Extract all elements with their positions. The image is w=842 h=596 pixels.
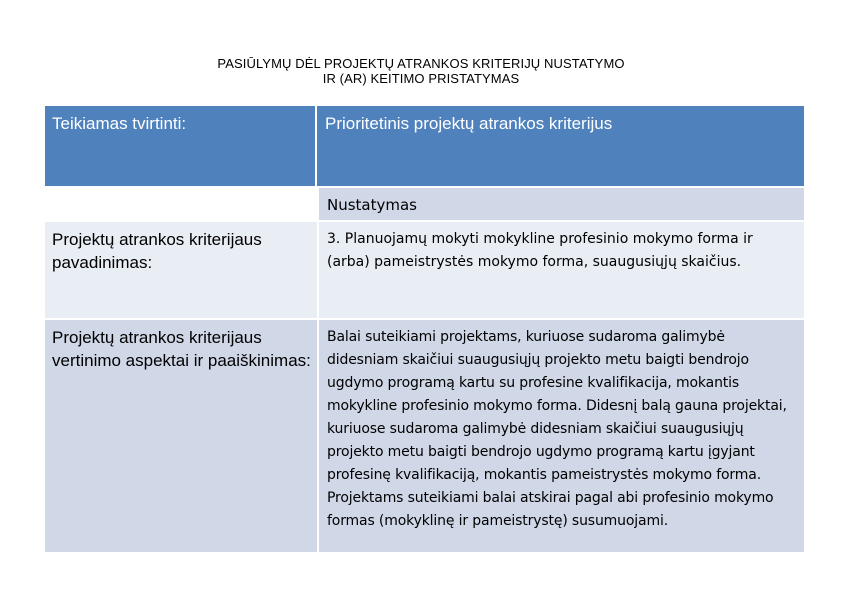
row-value-cell	[317, 220, 804, 318]
subheader-cell-left	[45, 186, 317, 220]
header-cell-left	[45, 106, 317, 186]
criterion-aspects-label: Projektų atrankos kriterijaus vertinimo aspektai ir paaiškinimas:	[52, 328, 311, 370]
table-row	[45, 318, 804, 552]
row-label-cell	[45, 220, 317, 318]
criteria-table	[45, 106, 804, 552]
subheader-cell-right	[317, 186, 804, 220]
subheader-right-text: Nustatymas	[327, 196, 417, 214]
document-title	[0, 56, 842, 86]
title-line-1: PASIŪLYMŲ DĖL PROJEKTŲ ATRANKOS KRITERIJŲ NUSTATYMO	[217, 56, 625, 71]
table-subheader-row	[45, 186, 804, 220]
subheader-left-text	[45, 188, 317, 196]
criterion-name-value: 3. Planuojamų mokyti mokykline profesinio mokymo forma ir (arba) pameistrystės mokymo forma, suaugusiųjų skaičius.	[327, 231, 753, 270]
criterion-aspects-value: Balai suteikiami projektams, kuriuose sudaroma galimybė didesniam skaičiui suaugusiųjų projekto metu baigti bendrojo ugdymo programą kartu su profesine kvalifikacija, mokantis mokykline profesinio mokymo forma. Didesnį balą gauna projektai, kuriuose sudaroma galimybė didesniam skaičiui suaugusiųjų projekto metu baigti bendrojo ugdymo programą kartu įgyjant profesinę kvalifikaciją, mokantis pameistrystės mokymo forma. Projektams suteikiami balai atskirai pagal abi profesinio mokymo formas (mokyklinę ir pameistrystę) susumuojami.	[327, 329, 787, 529]
title-line-2: IR (AR) KEITIMO PRISTATYMAS	[322, 71, 520, 86]
header-cell-right	[317, 106, 804, 186]
table-header-row	[45, 106, 804, 186]
row-label-cell	[45, 318, 317, 552]
row-value-cell	[317, 318, 804, 552]
header-left-text: Teikiamas tvirtinti:	[52, 114, 187, 133]
table-row	[45, 220, 804, 318]
header-right-text: Prioritetinis projektų atrankos kriterijus	[325, 114, 613, 133]
criterion-name-label: Projektų atrankos kriterijaus pavadinimas:	[52, 230, 262, 272]
